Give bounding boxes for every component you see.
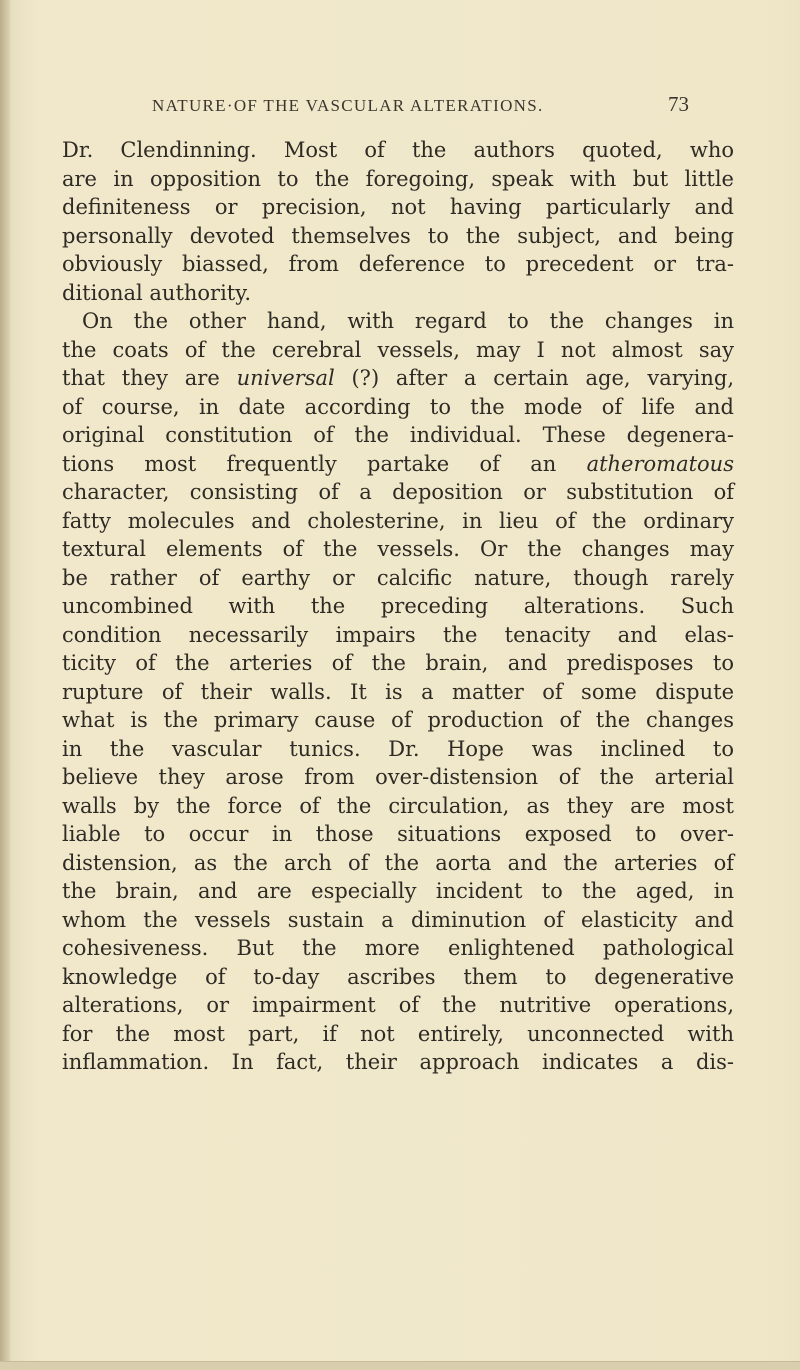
text-line: the brain, and are especially incident to the aged, in [62, 879, 734, 903]
text-line: ditional authority. [62, 280, 251, 305]
text-line: the coats of the cerebral vessels, may I not almost say [62, 337, 734, 362]
text-line: what is the primary cause of production of the changes [62, 708, 734, 732]
page-number: 73 [668, 92, 689, 116]
text-line: obviously biassed, from deference to precedent or tra- [62, 252, 734, 276]
text-line: that they are universal (?) after a certain age, varying, [62, 366, 734, 390]
text-line: personally devoted themselves to the subject, and being [62, 223, 734, 248]
text-line: are in opposition to the foregoing, speak with but little [62, 166, 734, 191]
text-line: inflammation. In fact, their approach indicates a dis- [62, 1050, 734, 1074]
text-line: alterations, or impairment of the nutritive operations, [62, 993, 734, 1017]
book-spine-shadow [0, 0, 10, 1370]
text-line: rupture of their walls. It is a matter of some dispute [62, 679, 734, 704]
italic-word: universal [236, 366, 335, 390]
text-line: walls by the force of the circulation, as they are most [62, 793, 734, 818]
text-line: ticity of the arteries of the brain, and predisposes to [62, 651, 734, 675]
text-line: Dr. Clendinning. Most of the authors quoted, who [62, 138, 734, 162]
italic-word: atheromatous [586, 451, 734, 476]
text-line: definiteness or precision, not having particularly and [62, 195, 734, 219]
text-line: textural elements of the vessels. Or the changes may [62, 537, 734, 561]
running-head [0, 92, 800, 118]
body-text [62, 136, 734, 1077]
text-line: condition necessarily impairs the tenacity and elas- [62, 622, 734, 647]
text-line: knowledge of to-day ascribes them to degenerative [62, 964, 734, 989]
text-line: whom the vessels sustain a diminution of elasticity and [62, 907, 734, 932]
text-line: character, consisting of a deposition or substitution of [62, 480, 734, 504]
text-line: distension, as the arch of the aorta and the arteries of [62, 850, 734, 875]
text-line: be rather of earthy or calcific nature, though rarely [62, 565, 734, 590]
text-line: in the vascular tunics. Dr. Hope was inclined to [62, 736, 734, 761]
text-line: On the other hand, with regard to the changes in [82, 309, 734, 333]
text-line: liable to occur in those situations exposed to over- [62, 822, 734, 846]
text-line: original constitution of the individual. These degenera- [62, 423, 734, 447]
header-title: NATURE·OF THE VASCULAR ALTERATIONS. [152, 96, 544, 115]
text-line: uncombined with the preceding alterations. Such [62, 594, 734, 618]
text-line: for the most part, if not entirely, unconnected with [62, 1021, 734, 1046]
page-bottom-edge [0, 1361, 800, 1370]
text-line: tions most frequently partake of an atheromatous [62, 451, 734, 476]
text-line: of course, in date according to the mode of life and [62, 394, 734, 419]
text-line: believe they arose from over-distension of the arterial [62, 765, 734, 789]
text-line: cohesiveness. But the more enlightened pathological [62, 936, 734, 960]
text-line: fatty molecules and cholesterine, in lieu of the ordinary [62, 508, 734, 533]
